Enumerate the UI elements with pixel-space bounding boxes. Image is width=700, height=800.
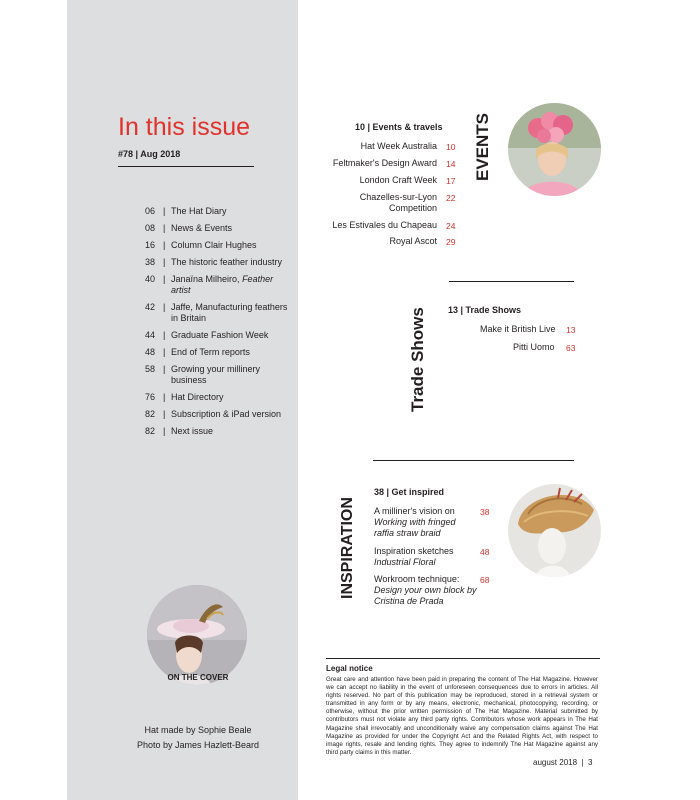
events-item-page: 10 [446,142,456,152]
page-footer: august 2018 | 3 [533,758,593,767]
trade-shows-divider [373,460,574,461]
title-divider [118,166,254,167]
events-item[interactable]: Hat Week Australia [360,141,437,151]
events-item[interactable]: Chazelles-sur-Lyon Competition [359,192,437,213]
cover-photo [147,585,247,685]
cover-photo-credit: Photo by James Hazlett-Beard [136,740,260,750]
contents-item[interactable]: 40 | Janaïna Milheiro, Feather artist [145,274,274,295]
inspiration-item[interactable]: Workroom technique: Design your own block by Cristina de Prada [374,574,477,606]
page-title: In this issue [118,113,251,141]
events-section-label: EVENTS [473,112,492,181]
contents-item[interactable]: 42 | Jaffe, Manufacturing feathers in Britain [145,302,288,323]
inspiration-item-page: 38 [480,507,490,517]
cover-photo-illustration [147,585,247,685]
trade-shows-heading: 13 | Trade Shows [448,305,522,315]
inspiration-item-page: 68 [480,575,490,585]
contents-item[interactable]: 44 | Graduate Fashion Week [145,330,269,340]
events-item-page: 22 [446,193,456,203]
cover-label: ON THE COVER [167,673,229,682]
trade-show-item-page: 13 [566,325,576,335]
events-item[interactable]: Feltmaker's Design Award [332,158,437,168]
contents-item[interactable]: 38 | The historic feather industry [145,257,283,267]
events-photo [508,103,601,196]
events-photo-illustration [508,103,601,196]
contents-item[interactable]: 06 | The Hat Diary [145,206,227,216]
events-item[interactable]: Les Estivales du Chapeau [332,220,437,230]
cover-hat-credit: Hat made by Sophie Beale [144,725,252,735]
events-divider [449,281,574,282]
events-item-page: 14 [446,159,456,169]
inspiration-item-page: 48 [480,547,490,557]
issue-number: #78 | Aug 2018 [118,149,181,159]
legal-notice-text: Great care and attention have been paid in preparing the content of The Hat Magazine. However we can accept no liability in the event of unforeseen consequences due to errors in articles. All rights reserved. No part of this publication may be reproduced, stored in a retrieval system or transmitted in any form or by any means, electronic, mechanical, photocopying, recording, or otherwise, without the prior written permission of The Hat Magazine. Material submitted by contributors must not violate any third party rights. Contributors whose work appears in The Hat Magazine shall irrevocably and unconditionally waive any compensation claims against The Hat Magazine as provided for under the Copyright Act and the Related Rights Act, with respect to image rights, resale and lending rights. They agree to indemnify The Hat Magazine against any third party claims in this matter. [326,676,598,756]
contents-list [145,206,295,443]
events-item[interactable]: London Craft Week [359,175,437,185]
contents-item[interactable]: 16 | Column Clair Hughes [145,240,257,250]
contents-item[interactable]: 82 | Next issue [145,426,214,436]
trade-show-item[interactable]: Pitti Uomo [513,342,555,352]
contents-item[interactable]: 76 | Hat Directory [145,392,224,402]
events-item-page: 29 [446,237,456,247]
events-item-page: 24 [446,221,456,231]
legal-notice-title: Legal notice [326,664,373,673]
inspiration-photo-illustration [508,484,601,577]
contents-item[interactable]: 82 | Subscription & iPad version [145,409,282,419]
contents-item[interactable]: 08 | News & Events [145,223,233,233]
inspiration-section-label: INSPIRATION [339,497,356,599]
contents-item[interactable]: 48 | End of Term reports [145,347,250,357]
contents-item[interactable]: 58 | Growing your millinery business [145,364,261,385]
events-heading: 10 | Events & travels [355,122,443,132]
trade-show-item-page: 63 [566,343,576,353]
inspiration-item[interactable]: A milliner's vision on Working with fringed raffia straw braid [374,506,456,538]
inspiration-photo [508,484,601,577]
events-item[interactable]: Royal Ascot [389,236,437,246]
events-item-page: 17 [446,176,456,186]
legal-divider [326,658,600,659]
trade-shows-section-label: Trade Shows [408,307,427,412]
inspiration-heading: 38 | Get inspired [374,487,445,497]
trade-show-item[interactable]: Make it British Live [480,324,556,334]
inspiration-item[interactable]: Inspiration sketches Industrial Floral [374,546,454,567]
